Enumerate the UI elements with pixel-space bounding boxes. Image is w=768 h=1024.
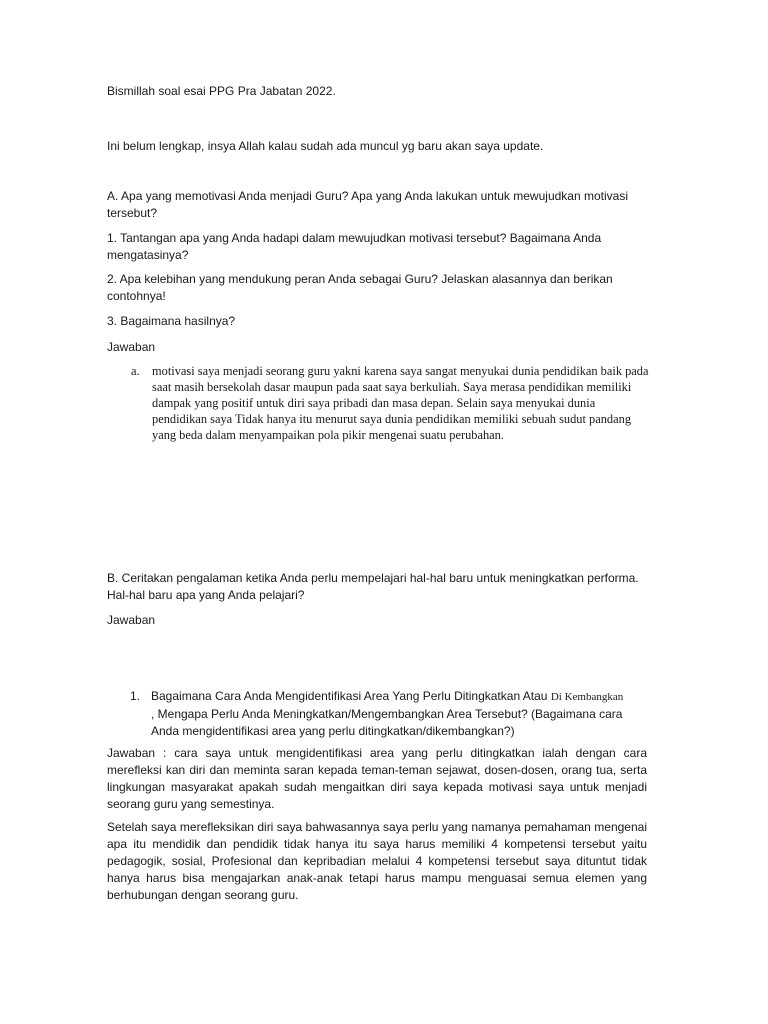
- answer-list-a: [131, 363, 651, 443]
- numbered-list-b: [130, 688, 650, 740]
- item-text-part1: Bagaimana Cara Anda Mengidentifikasi Area Yang Perlu Ditingkatkan Atau: [151, 689, 551, 703]
- answer-label-a: Jawaban: [107, 340, 156, 354]
- item-text-serif: Di Kembangkan: [550, 691, 624, 703]
- answer-text-a: motivasi saya menjadi seorang guru yakni karena saya sangat menyukai dunia pendidikan baik pada saat masih bersekolah dasar maupun pada saat saya berkuliah. Saya merasa pendidikan memiliki dampak yang positif untuk diri saya pribadi dan masa depan. Selain saya menyukai dunia pendidikan saya Tidak hanya itu menurut saya dunia pendidikan memiliki sebuah sudut pandang yang beda dalam menyampaikan pola pikir mengenai suatu perubahan.: [152, 364, 649, 442]
- question-b: B. Ceritakan pengalaman ketika Anda perlu mempelajari hal-hal baru untuk meningkatkan performa. Hal-hal baru apa yang Anda pelajari?: [107, 571, 639, 602]
- question-a-1: 1. Tantangan apa yang Anda hadapi dalam mewujudkan motivasi tersebut? Bagaimana Anda mengatasinya?: [107, 231, 602, 262]
- item-text-part2: , Mengapa Perlu Anda Meningkatkan/Mengembangkan Area Tersebut? (Bagaimana cara Anda mengidentifikasi area yang perlu ditingkatkan/dikembangkan?): [151, 707, 623, 738]
- answer-paragraph-1: Jawaban : cara saya untuk mengidentifikasi area yang perlu ditingkatkan ialah dengan cara merefleksi kan diri dan meminta saran kepada teman-teman sejawat, dosen-dosen, orang tua, serta lingkungan masyarakat apakah sudah mengaitkan diri saya kepada motivasi saya untuk menjadi seorang guru yang semestinya.: [107, 746, 647, 811]
- list-item: [151, 688, 650, 740]
- question-a-2: 2. Apa kelebihan yang mendukung peran Anda sebagai Guru? Jelaskan alasannya dan berikan contohnya!: [107, 272, 613, 303]
- list-marker: a.: [131, 364, 140, 378]
- answer-paragraph-2: Setelah saya merefleksikan diri saya bahwasannya saya perlu yang namanya pemahaman mengenai apa itu mendidik dan pendidik tidak hanya itu saya harus memiliki 4 kompetensi tersebut yaitu pedagogik, sosial, Profesional dan kepribadian melalui 4 kompetensi tersebut saya dituntut tidak hanya harus bisa mengajarkan anak-anak tetapi harus mampu menguasai semua elemen yang berhubungan dengan seorang guru.: [107, 820, 647, 902]
- title-line: Bismillah soal esai PPG Pra Jabatan 2022.: [107, 84, 336, 98]
- list-marker: 1.: [130, 689, 141, 703]
- intro-line: Ini belum lengkap, insya Allah kalau sudah ada muncul yg baru akan saya update.: [107, 139, 544, 153]
- question-a-3: 3. Bagaimana hasilnya?: [107, 314, 236, 328]
- answer-label-b: Jawaban: [107, 613, 156, 627]
- question-a: A. Apa yang memotivasi Anda menjadi Guru? Apa yang Anda lakukan untuk mewujudkan motivasi tersebut?: [107, 189, 628, 220]
